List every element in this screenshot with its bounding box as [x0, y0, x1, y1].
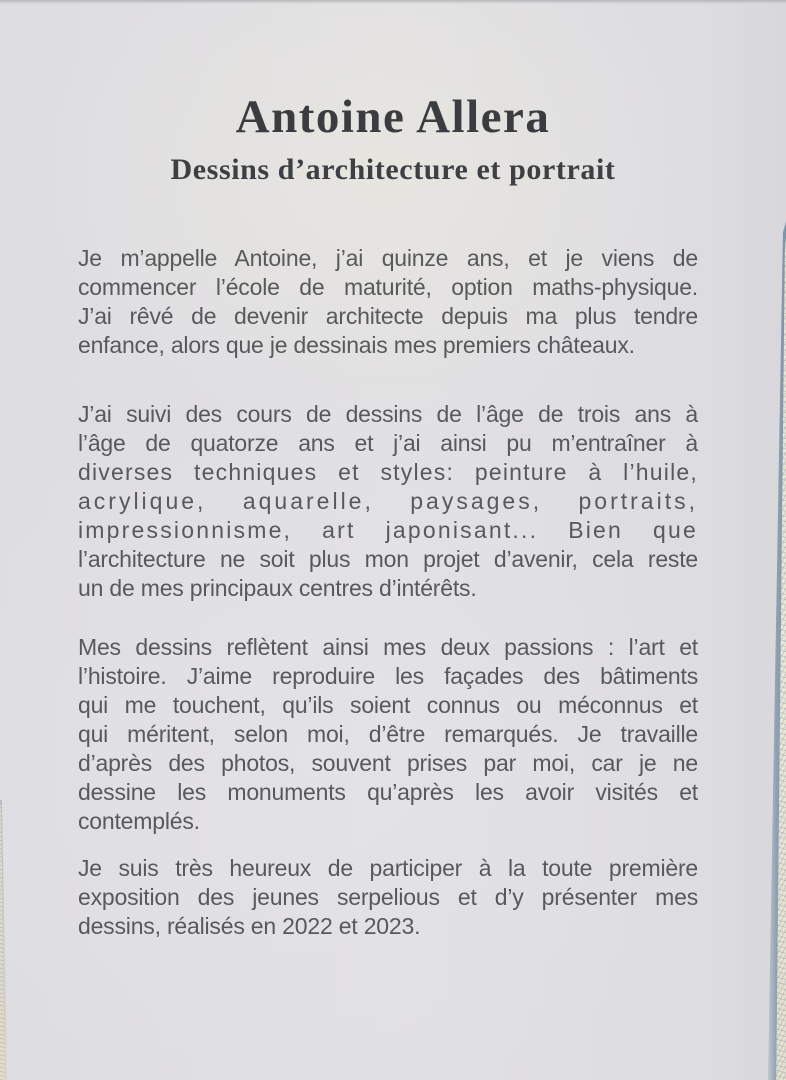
poster-body-text [78, 244, 698, 941]
text-line: d’après des photos, souvent prises par moi, car je ne [78, 750, 698, 776]
bio-paragraph-1 [78, 244, 698, 360]
text-line: l’âge de quatorze ans et j’ai ainsi pu m’entraîner à [78, 430, 698, 456]
bio-paragraph-4 [78, 854, 698, 941]
paper-top-edge-shadow [0, 0, 786, 4]
bio-paragraph-2 [78, 400, 698, 603]
text-line: exposition des jeunes serpelious et d’y présenter mes [78, 884, 698, 910]
text-line: acrylique, aquarelle, paysages, portraits, [78, 488, 698, 514]
poster-title: Antoine Allera [235, 91, 551, 143]
bio-paragraph-3 [78, 633, 698, 836]
text-line: l’architecture ne soit plus mon projet d’avenir, cela reste [78, 546, 698, 572]
text-line: dessins, réalisés en 2022 et 2023. [78, 913, 421, 939]
text-line: impressionnisme, art japonisant... Bien que [78, 517, 698, 543]
text-line: J’ai suivi des cours de dessins de l’âge de trois ans à [78, 401, 698, 427]
text-line: Mes dessins reflètent ainsi mes deux passions : l’art et [78, 634, 698, 660]
text-line: Je suis très heureux de participer à la toute première [78, 855, 698, 881]
text-line: enfance, alors que je dessinais mes premiers châteaux. [78, 332, 635, 358]
text-line: Je m’appelle Antoine, j’ai quinze ans, et je viens de [78, 245, 698, 271]
text-line: diverses techniques et styles: peinture à l’huile, [78, 459, 698, 485]
text-line: l’histoire. J’aime reproduire les façades des bâtiments [78, 663, 698, 689]
text-line: commencer l’école de maturité, option maths-physique. [78, 274, 698, 300]
text-line: dessine les monuments qu’après les avoir visités et [78, 779, 698, 805]
text-line: un de mes principaux centres d’intérêts. [78, 575, 477, 601]
text-line: qui me touchent, qu’ils soient connus ou méconnus et [78, 692, 698, 718]
poster-subtitle: Dessins d’architecture et portrait [170, 152, 616, 186]
text-line: J’ai rêvé de devenir architecte depuis ma plus tendre [78, 303, 698, 329]
text-line: contemplés. [78, 808, 200, 834]
text-line: qui méritent, selon moi, d’être remarqués. Je travaille [78, 721, 698, 747]
poster-heading [0, 92, 786, 186]
